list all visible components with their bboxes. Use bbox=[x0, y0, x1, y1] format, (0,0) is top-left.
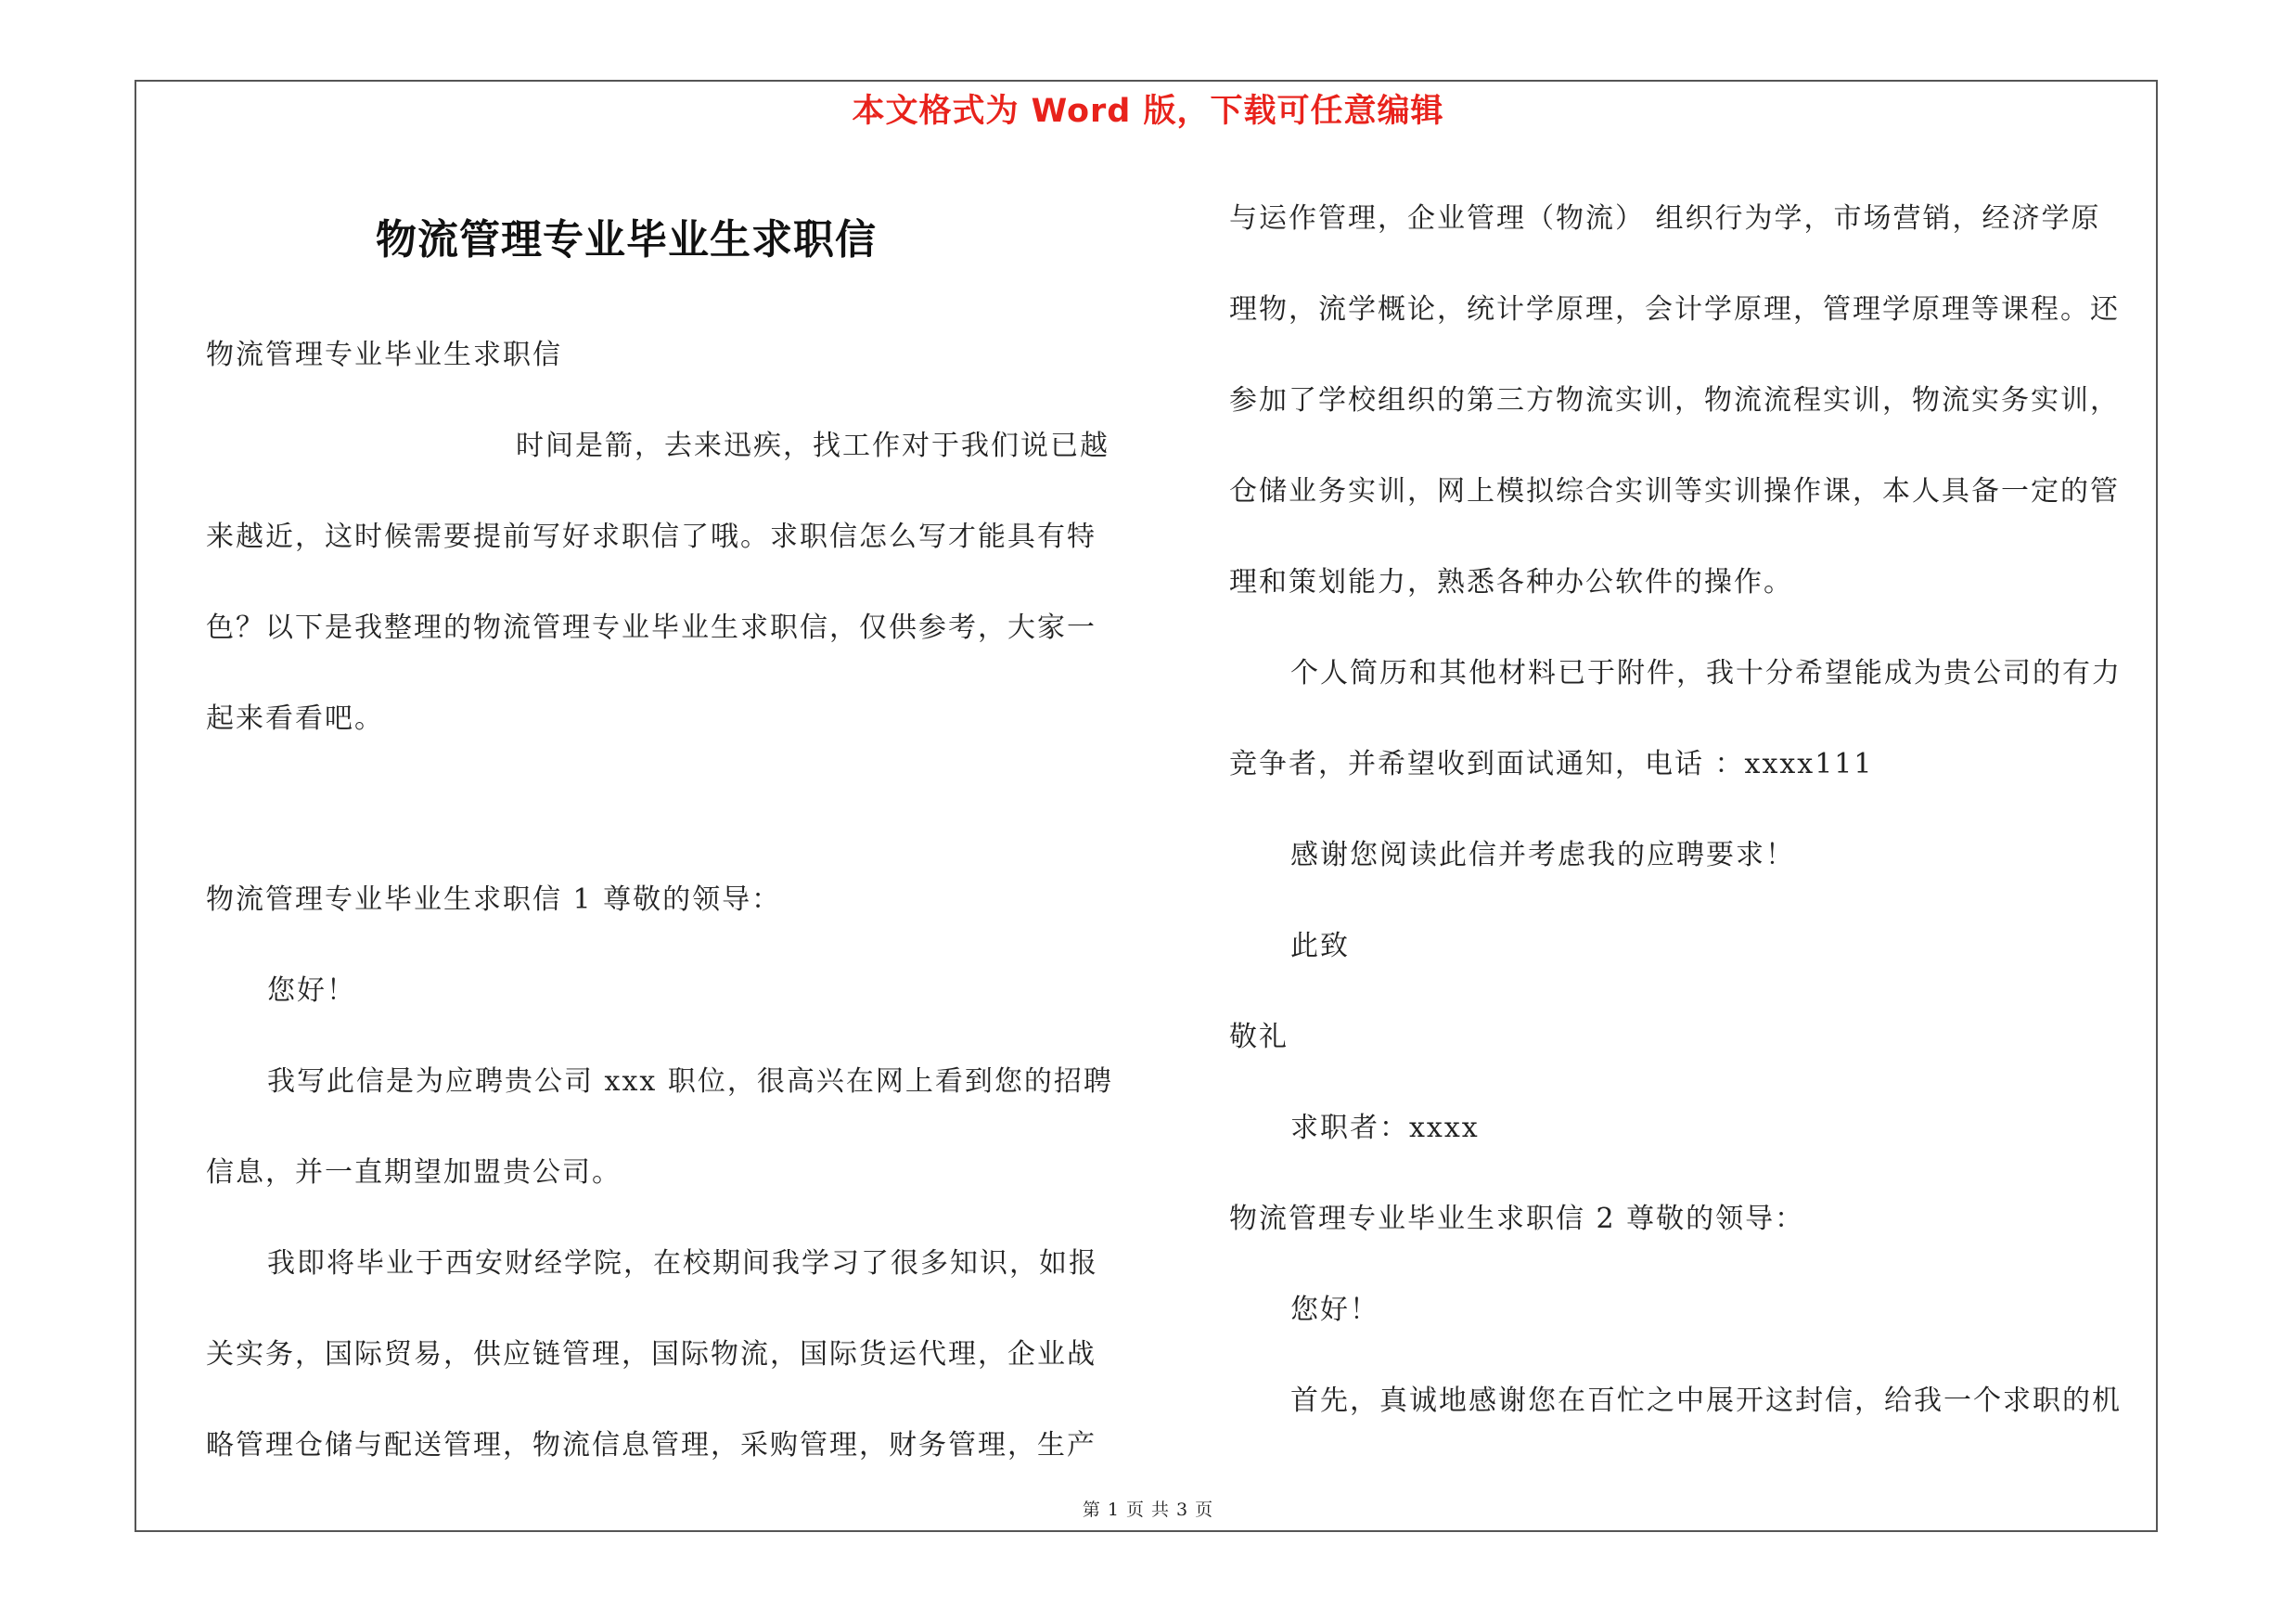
right-line-9: 此致 bbox=[1290, 930, 1350, 962]
left-line-11: 关实务，国际贸易，供应链管理，国际物流，国际货运代理，企业战 bbox=[206, 1338, 1097, 1371]
right-line-12: 物流管理专业毕业生求职信 2 尊敬的领导： bbox=[1229, 1203, 1805, 1235]
right-line-8: 感谢您阅读此信并考虑我的应聘要求！ bbox=[1290, 839, 1795, 871]
right-line-5: 理和策划能力，熟悉各种办公软件的操作。 bbox=[1229, 566, 1793, 599]
left-line-5: 起来看看吧。 bbox=[206, 702, 384, 735]
word-format-banner: 本文格式为 Word 版，下载可任意编辑 bbox=[852, 93, 1444, 130]
right-line-3: 参加了学校组织的第三方物流实训，物流流程实训，物流实务实训， bbox=[1229, 384, 2120, 417]
right-line-11: 求职者：xxxx bbox=[1290, 1112, 1480, 1144]
right-line-1: 与运作管理，企业管理（物流） 组织行为学，市场营销，经济学原 bbox=[1229, 202, 2101, 235]
document-title: 物流管理专业毕业生求职信 bbox=[376, 216, 877, 264]
page-number-footer: 第 1 页 共 3 页 bbox=[1082, 1500, 1214, 1520]
left-line-12: 略管理仓储与配送管理，物流信息管理，采购管理，财务管理，生产 bbox=[206, 1429, 1097, 1462]
left-line-8: 我写此信是为应聘贵公司 xxx 职位，很高兴在网上看到您的招聘 bbox=[267, 1065, 1113, 1098]
left-line-9: 信息，并一直期望加盟贵公司。 bbox=[206, 1156, 622, 1189]
left-line-1: 物流管理专业毕业生求职信 bbox=[206, 339, 562, 371]
right-line-13: 您好！ bbox=[1290, 1294, 1379, 1326]
left-line-7: 您好！ bbox=[267, 974, 356, 1007]
right-line-7: 竞争者，并希望收到面试通知，电话 ：xxxx111 bbox=[1229, 748, 1874, 780]
right-line-6: 个人简历和其他材料已于附件，我十分希望能成为贵公司的有力 bbox=[1290, 657, 2122, 689]
left-line-2: 时间是箭，去来迅疾，找工作对于我们说已越 bbox=[516, 430, 1110, 462]
right-line-4: 仓储业务实训，网上模拟综合实训等实训操作课，本人具备一定的管 bbox=[1229, 475, 2120, 508]
left-line-6: 物流管理专业毕业生求职信 1 尊敬的领导： bbox=[206, 883, 782, 916]
right-line-10: 敬礼 bbox=[1229, 1021, 1289, 1053]
right-line-14: 首先，真诚地感谢您在百忙之中展开这封信，给我一个求职的机 bbox=[1290, 1385, 2122, 1417]
left-line-10: 我即将毕业于西安财经学院，在校期间我学习了很多知识，如报 bbox=[267, 1247, 1098, 1280]
right-line-2: 理物，流学概论，统计学原理，会计学原理，管理学原理等课程。还 bbox=[1229, 293, 2120, 326]
left-line-3: 来越近，这时候需要提前写好求职信了哦。求职信怎么写才能具有特 bbox=[206, 521, 1097, 553]
left-line-4: 色？以下是我整理的物流管理专业毕业生求职信，仅供参考，大家一 bbox=[206, 612, 1097, 644]
